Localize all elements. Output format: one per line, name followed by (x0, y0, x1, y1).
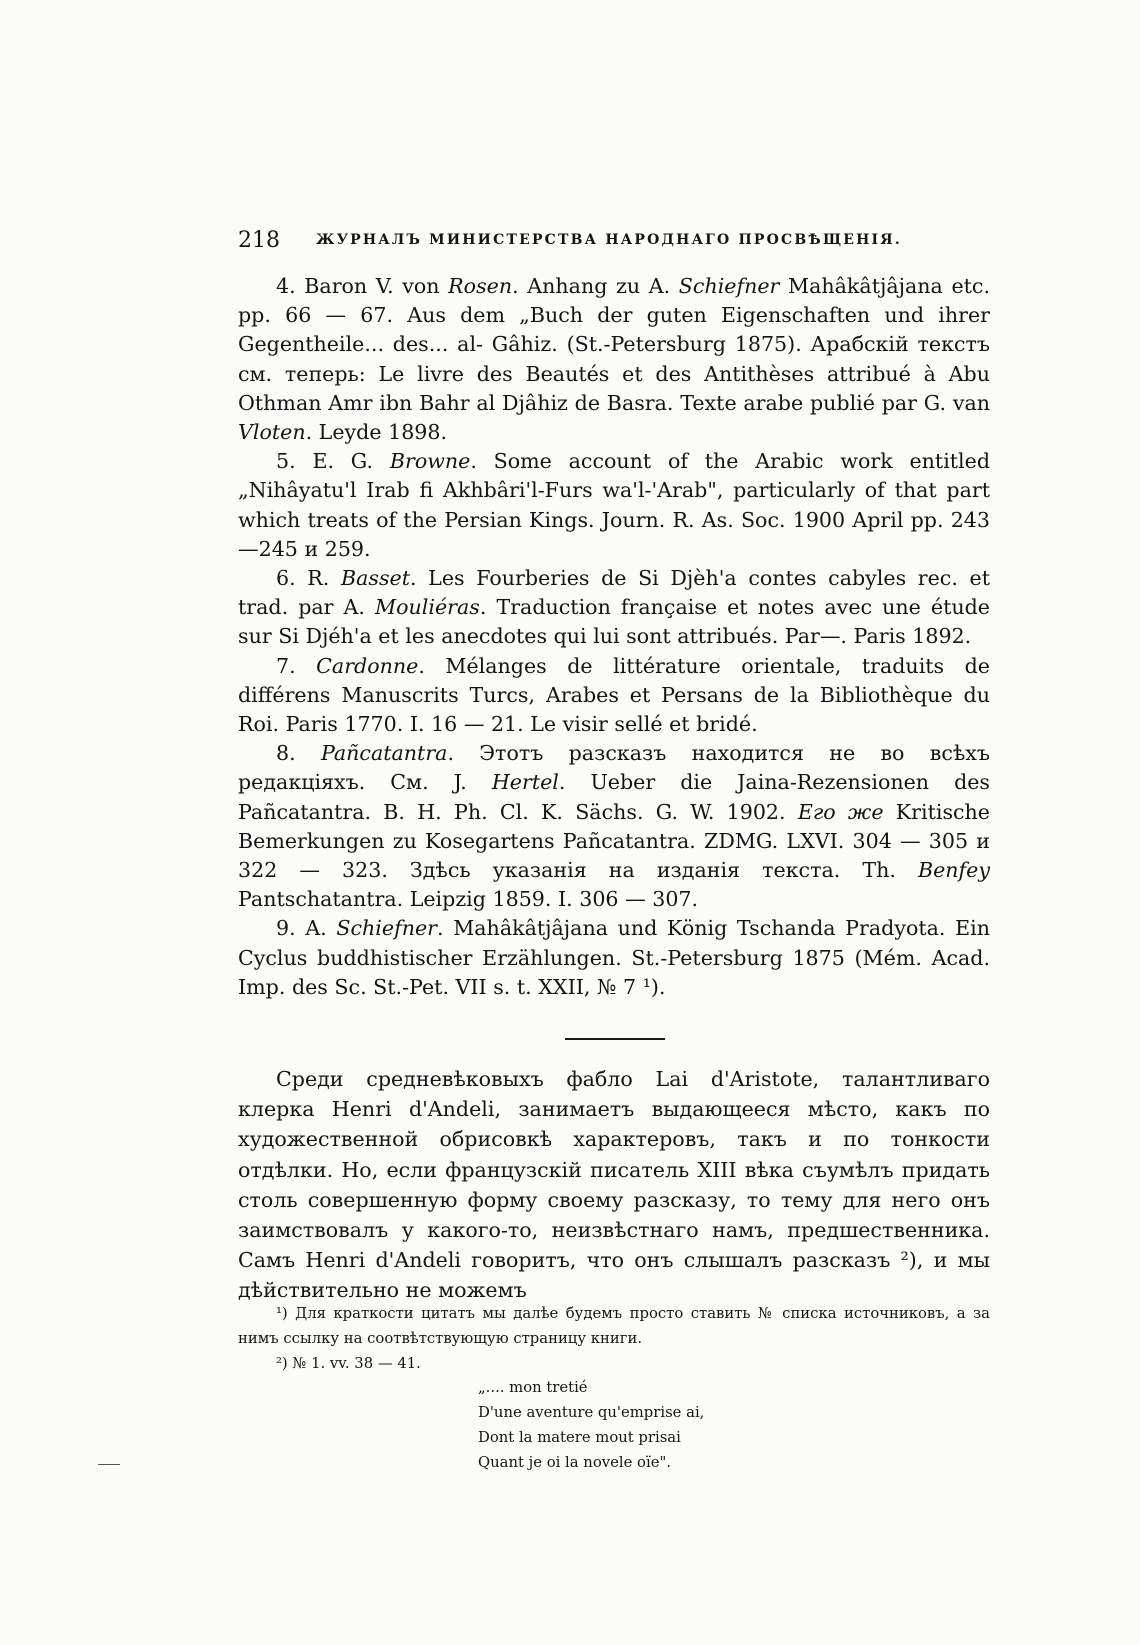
entry-text: . Leyde 1898. (305, 420, 448, 445)
entry-text: Kritische Bemerkungen zu Kosegartens Pañcatantra. ZDMG. LXVI. 304 — 305 и 322 — 323. Здѣсь указанія на изданія текста. Th. (238, 799, 990, 883)
entry-italic-text: Mouliéras (375, 595, 480, 620)
entry-italic-text: Schiefner (678, 274, 780, 298)
entry-number: 5. (276, 449, 313, 474)
entry-italic-text: Basset (340, 566, 410, 591)
bibliography-entry (238, 564, 990, 652)
main-paragraph: Среди средневѣковыхъ фабло Lai d'Aristote, талантливаго клерка Henri d'Andeli, занимаетъ выдающееся мѣсто, какъ по художественной обрисовкѣ характеровъ, такъ и по тонкости отдѣлки. Но, если французскій писатель XIII вѣка съумѣлъ придать столь совершенную форму своему разсказу, то тему для него онъ заимствовалъ у какого-то, неизвѣстнаго намъ, предшественника. Самъ Henri d'Andeli говоритъ, что онъ слышалъ разсказъ ²), и мы дѣйствительно не можемъ (238, 1067, 990, 1303)
entry-text: Baron V. von (304, 274, 449, 298)
verse-line: Dont la matere mout prisai (478, 1428, 681, 1446)
entry-number: 7. (276, 653, 317, 678)
verse-line: „.... mon tretié (478, 1379, 588, 1397)
entry-italic-text: Vloten (238, 420, 306, 445)
entry-text: R. (307, 566, 341, 591)
entry-italic-text: Schiefner (336, 916, 437, 941)
footnote-2: ²) № 1. vv. 38 — 41. (276, 1354, 421, 1372)
entry-text: . Mélanges de littérature orientale, traduits de différens Manuscrits Turcs, Arabes et Persans de la Bibliothèque du Roi. Paris 1770. I. 16 — 21. Le visir sellé et bridé. (238, 653, 990, 737)
entry-italic-text: Его же (797, 799, 884, 824)
bibliography-entry (238, 272, 990, 447)
entry-italic-text: Rosen (448, 274, 513, 298)
bibliography-entry (238, 652, 990, 740)
entry-number: 4. (276, 274, 305, 298)
entry-number: 9. (276, 916, 306, 941)
bibliography-entry (238, 914, 990, 1002)
entry-text: Pantschatantra. Leipzig 1859. I. 306 — 307. (238, 887, 699, 912)
entry-text: . Some account of the Arabic work entitled „Nihâyatu'l Irab fi Akhbâri'l-Furs wa'l-'Arab", particularly of that part which treats of the Persian Kings. Journ. R. As. Soc. 1900 April pp. 243—245 и 259. (238, 449, 991, 561)
entry-italic-text: Hertel (491, 770, 559, 795)
entry-number: 8. (276, 741, 321, 766)
entry-text: . Anhang zu A. (512, 274, 679, 298)
entry-text: . Les Fourberies de Si Djèh'a contes cabyles rec. et trad. par A. (238, 566, 990, 620)
footnote-verse (238, 1376, 990, 1475)
page-number: 218 (238, 228, 280, 253)
page-header (238, 228, 990, 258)
bibliography-entry (238, 447, 990, 564)
entry-text: . Этотъ разсказъ находится не во всѣхъ редакціяхъ. См. J. (238, 741, 990, 795)
margin-mark (98, 1464, 120, 1465)
running-title: ЖУРНАЛЪ МИНИСТЕРСТВА НАРОДНАГО ПРОСВѢЩЕНІЯ. (316, 232, 902, 248)
entry-text: Mahâkâtjâjana etc. pp. 66 — 67. Aus dem „Buch der guten Eigenschaften und ihrer Gegentheile... des... al- Gâhiz. (St.-Petersburg 1875). Арабскій текстъ см. теперь: Le livre des Beautés et des Antithèses attribué à Abu Othman Amr ibn Bahr al Djâhiz de Basra. Texte arabe publié par G. van (238, 274, 990, 415)
entry-italic-text: Browne (389, 449, 471, 474)
entry-italic-text: Benfey (917, 858, 990, 883)
entry-number: 6. (276, 566, 308, 591)
entry-italic-text: Cardonne (316, 653, 419, 678)
entry-text: . Traduction française et notes avec une étude sur Si Djéh'a et les anecdotes qui lui sont attribués. Par—. Paris 1892. (238, 595, 990, 649)
entry-text: . Ueber die Jaina-Rezensionen des Pañcatantra. B. H. Ph. Cl. K. Sächs. G. W. 1902. (238, 770, 991, 824)
entry-text: A. (305, 916, 337, 941)
section-separator (565, 1038, 665, 1040)
entry-text: . Mahâkâtjâjana und König Tschanda Pradyota. Ein Cyclus buddhistischer Erzählungen. St.-Petersburg 1875 (Mém. Acad. Imp. des Sc. St.-Pet. VII s. t. XXII, № 7 ¹). (238, 916, 991, 999)
footnotes (238, 1302, 990, 1476)
footnote-1: ¹) Для краткости цитатъ мы далѣе будемъ просто ставить № списка источниковъ, а за нимъ ссылку на соотвѣтствующую страницу книги. (238, 1305, 990, 1347)
verse-line: Quant je oi la novele oïe". (478, 1453, 671, 1471)
bibliography-list (238, 272, 990, 1002)
bibliography-entry (238, 739, 990, 914)
verse-line: D'une aventure qu'emprise ai, (478, 1404, 705, 1422)
entry-text: E. G. (312, 449, 390, 474)
entry-italic-text: Pañcatantra (320, 741, 448, 766)
